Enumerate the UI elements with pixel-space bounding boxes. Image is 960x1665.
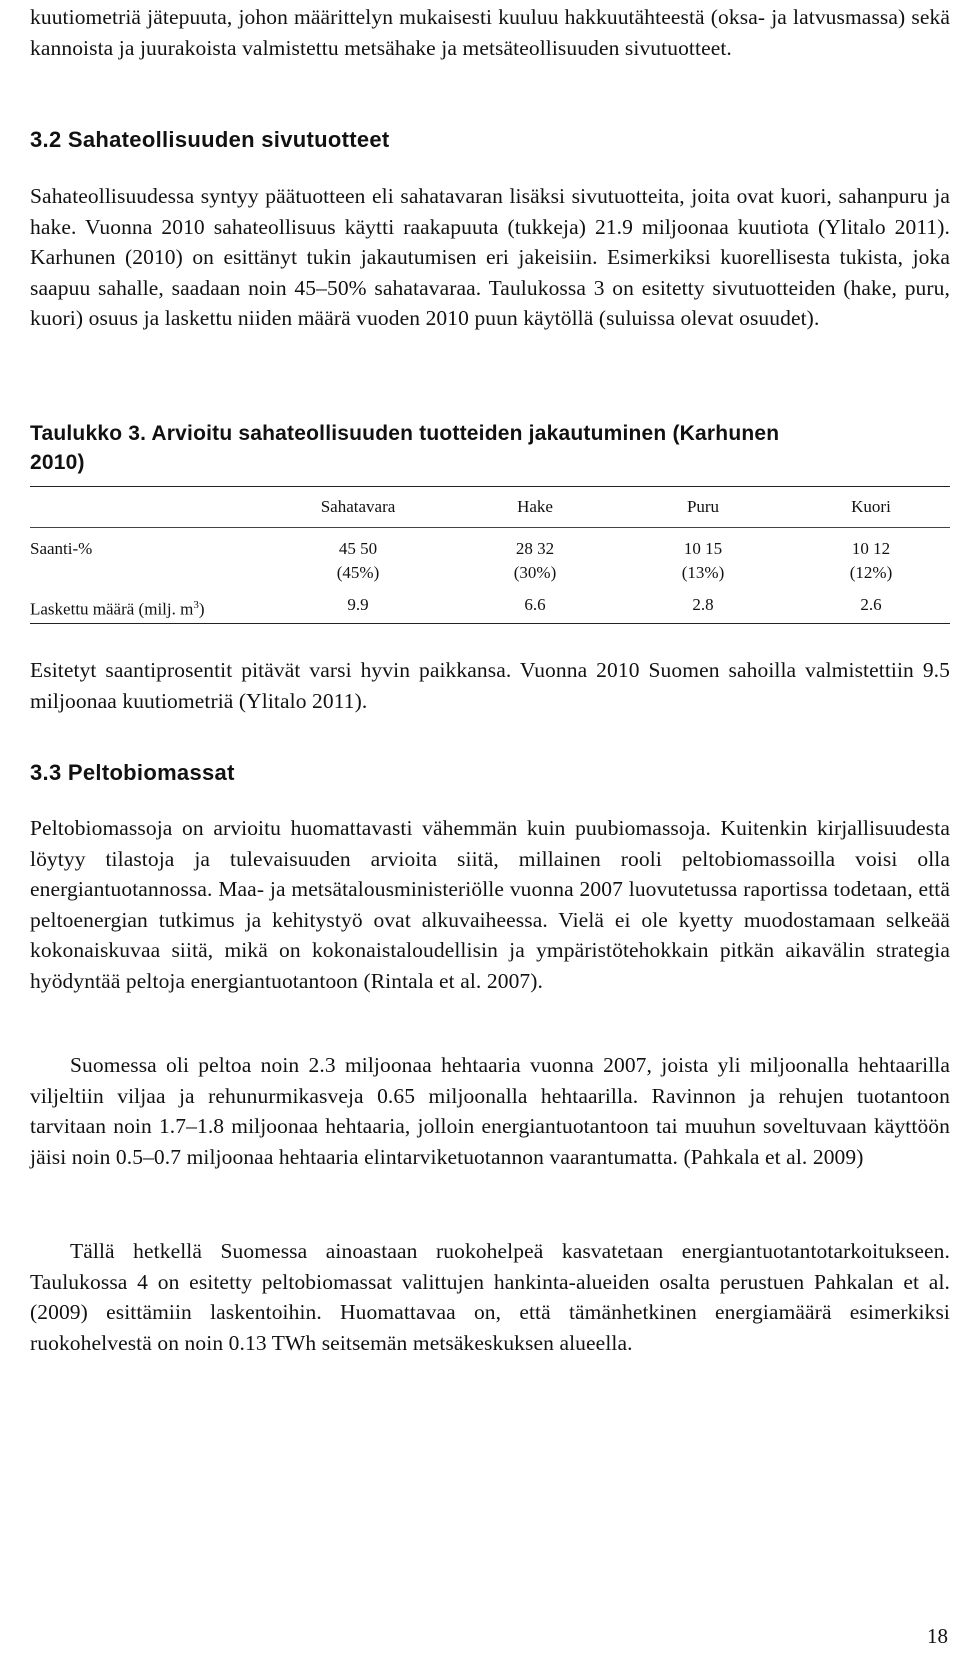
- table-header-hake: Hake: [517, 497, 553, 516]
- table-header-kuori: Kuori: [851, 497, 891, 516]
- table-row-label-laskettu: [30, 593, 205, 622]
- paragraph-pelto-3: Tällä hetkellä Suomessa ainoastaan ruokohelpeä kasvatetaan energiantuotantotarkoitukseen. Taulukossa 4 on esitetty peltobiomassat valittujen hankinta-alueiden osalta perustuen Pahkalan et al. (2009) esittämiin laskentoihin. Huomattavaa on, että tämänhetkinen energiamäärä esimerkiksi ruokohelvestä on noin 0.13 TWh seitsemän metsäkeskuksen alueella.: [30, 1239, 950, 1355]
- table-header-puru: Puru: [686, 497, 720, 516]
- row-label-superscript: 3: [193, 599, 199, 611]
- data-table: [30, 0, 950, 640]
- paragraph-sahateollisuus: Sahateollisuudessa syntyy päätuotteen eli sahatavaran lisäksi sivutuotteita, joita ovat kuori, sahanpuru ja hake. Vuonna 2010 sahateollisuus käytti raakapuuta (tukkeja) 21.9 miljoonaa kuutiota (Ylitalo 2011). Karhunen (2010) on esittänyt tukin jakautumisen eri jakeisiin. Esimerkiksi kuorellisesta tukista, joka saapuu sahalle, saadaan noin 45–50% sahatavaraa. Taulukossa 3 on esitetty sivutuotteiden (hake, puru, kuori) osuus ja laskettu niiden määrä vuoden 2010 puun käytöllä (suluissa olevat osuudet).: [30, 184, 950, 330]
- table-cell-puru-amount: 2.8: [692, 595, 714, 614]
- table-cell-hake-range: 28 32: [515, 539, 555, 558]
- table-cell-hake-amount: 6.6: [524, 595, 546, 614]
- table-top-rule: [30, 486, 950, 487]
- page-number: 18: [927, 1624, 948, 1648]
- table-cell-puru-range: 10 15: [683, 539, 723, 558]
- table-row-label-saanti: Saanti-%: [30, 539, 93, 558]
- table-cell-hake-share: (30%): [513, 563, 557, 582]
- section-heading-3-2: 3.2 Sahateollisuuden sivutuotteet: [30, 127, 390, 152]
- row-label-close: ): [198, 599, 205, 619]
- section-heading-3-3: 3.3 Peltobiomassat: [30, 760, 235, 785]
- table-cell-sahatavara-share: (45%): [336, 563, 380, 582]
- table-header-sahatavara: Sahatavara: [320, 497, 396, 516]
- paragraph-after-table: Esitetyt saantiprosentit pitävät varsi hyvin paikkansa. Vuonna 2010 Suomen sahoilla valmistettiin 9.5 miljoonaa kuutiometriä (Ylitalo 2011).: [30, 658, 950, 713]
- table-bottom-rule: [30, 623, 950, 624]
- row-label-text: Laskettu määrä (milj. m: [30, 599, 194, 619]
- table-cell-sahatavara-range: [278, 537, 438, 561]
- paragraph-intro: kuutiometriä jätepuuta, johon määrittelyn mukaisesti kuuluu hakkuutähteestä (oksa- ja latvusmassa) sekä kannoista ja juurakoista valmistettu metsähake ja metsäteollisuuden sivutuotteet.: [30, 5, 950, 60]
- table-cell-puru-share: (13%): [681, 563, 725, 582]
- paragraph-pelto-1: Peltobiomassoja on arvioitu huomattavasti vähemmän kuin puubiomassoja. Kuitenkin kirjallisuudesta löytyy tilastoja ja tulevaisuuden arvioita siitä, millainen rooli peltobiomassoilla voisi olla energiantuotannossa. Maa- ja metsätalousministeriölle vuonna 2007 luovutetussa raportissa todetaan, että peltoenergian tutkimus ja kehitystyö ovat alkuvaiheessa. Vielä ei ole kyetty muodostamaan selkeää kokonaiskuvaa siitä, mikä on kokonaistaloudellisin ja ympäristötehokkain pitkän aikavälin strategia hyödyntää peltoja energiantuotantoon (Rintala et al. 2007).: [30, 816, 950, 993]
- table-cell-sahatavara-amount: 9.9: [347, 595, 369, 614]
- paragraph-pelto-2: Suomessa oli peltoa noin 2.3 miljoonaa hehtaaria vuonna 2007, joista yli miljoonalla hehtaarilla viljeltiin viljaa ja rehunurmikasveja 0.65 miljoonalla hehtaarilla. Ravinnon ja rehujen tuotantoon tarvitaan noin 1.7–1.8 miljoonaa hehtaaria, jolloin energiantuotantoon tai muuhun soveltuvaan käyttöön jäisi noin 0.5–0.7 miljoonaa hehtaaria elintarviketuotannon vaarantumatta. (Pahkala et al. 2009): [30, 1053, 950, 1169]
- table-header-rule: [30, 527, 950, 528]
- table-cell-kuori-range: 10 12: [851, 539, 891, 558]
- table-cell-kuori-share: (12%): [849, 563, 893, 582]
- range-value: 45 50: [338, 539, 378, 558]
- table-caption-line-1: Taulukko 3. Arvioitu sahateollisuuden tuotteiden jakautuminen (Karhunen: [30, 422, 780, 445]
- table-cell-kuori-amount: 2.6: [860, 595, 882, 614]
- table-caption-line-2: 2010): [30, 451, 85, 474]
